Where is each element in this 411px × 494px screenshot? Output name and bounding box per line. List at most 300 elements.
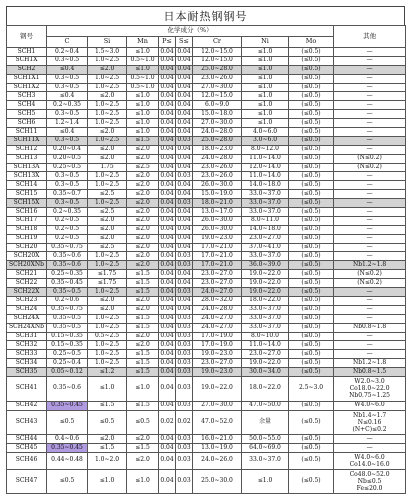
table-row	[7, 48, 406, 57]
cell-c: 0.2~0.35	[47, 208, 88, 217]
table-row	[7, 341, 406, 350]
table-row	[7, 172, 406, 181]
cell-grade: SCH41	[7, 376, 47, 401]
cell-other: —	[334, 199, 406, 208]
cell-mo: (≤0.5)	[289, 305, 334, 314]
cell-s: 0.03	[176, 453, 193, 470]
cell-ni: 4.0~6.0	[242, 128, 289, 137]
cell-other: —	[334, 314, 406, 323]
cell-si: ≤1.0	[88, 469, 127, 494]
cell-s: 0.04	[177, 269, 191, 277]
cell-p: 0.04	[159, 453, 176, 470]
cell-grade: SCH31	[7, 332, 47, 341]
cell-mo: (≤0.5)	[289, 163, 334, 172]
cell-si: 1.0~2.5	[88, 136, 127, 145]
cell-cr: 24.0~28.0	[193, 154, 242, 163]
cell-si: 1.0~2.5	[88, 359, 127, 368]
table-row	[7, 208, 406, 217]
cell-mn: ≤1.5	[127, 288, 159, 297]
cell-grade: SCH1X	[7, 56, 47, 65]
cell-p: 0.04	[160, 358, 174, 366]
header-composition-group: 化学成分（%）	[47, 26, 334, 37]
cell-other-line: N≤0.16	[357, 418, 382, 426]
cell-ni: 37.0~41.0	[242, 243, 289, 252]
cell-c: 0.15~0.35	[47, 341, 88, 350]
cell-si: 1.5~3.0	[88, 48, 127, 57]
cell-cr: 47.0~52.0	[193, 410, 242, 435]
cell-c: 0.2~0.5	[47, 234, 88, 243]
cell-grade: SCH3	[7, 92, 47, 101]
cell-other: Nb1.2~1.8	[334, 359, 406, 368]
table-row	[7, 83, 406, 92]
cell-s: 0.04	[177, 207, 191, 215]
cell-c: 0.2~0.4	[47, 48, 88, 57]
cell-grade: SCH20XNb	[7, 261, 47, 270]
cell-grade: SCH13X	[7, 172, 47, 181]
cell-ni: 11.0~14.0	[242, 341, 289, 350]
cell-s: 0.03	[177, 171, 191, 179]
cell-c: 0.35~0.6	[47, 261, 88, 270]
cell-other: —	[334, 65, 406, 74]
header-si: Si	[88, 37, 127, 48]
cell-mn: ≤1.5	[127, 401, 159, 410]
cell-ni: ≤1.0	[242, 101, 289, 110]
cell-c: 0.35~0.5	[47, 323, 88, 332]
cell-cr: 23.0~26.0	[193, 163, 242, 172]
cell-grade: SCH2	[7, 65, 47, 74]
table-row	[7, 261, 406, 270]
cell-mo: (≤0.5)	[289, 314, 334, 323]
cell-mn: ≤2.0	[127, 341, 159, 350]
cell-c: 0.35~0.6	[47, 252, 88, 261]
cell-mo: (≤0.5)	[289, 234, 334, 243]
cell-mn: ≤1.0	[127, 110, 159, 119]
table-row	[7, 110, 406, 119]
cell-other: —	[334, 83, 406, 92]
cell-mn: ≤0.5	[127, 410, 159, 435]
cell-other: —	[334, 305, 406, 314]
cell-ni: 33.0~37.0	[242, 208, 289, 217]
cell-si: ≤1.5	[88, 444, 127, 453]
cell-ni: 36.0~39.0	[242, 261, 289, 270]
cell-si: ≤2.0	[88, 296, 127, 305]
cell-s: 0.03	[177, 434, 191, 442]
cell-grade: SCH4	[7, 101, 47, 110]
cell-cr: 18.0~21.0	[193, 199, 242, 208]
cell-p: 0.04	[160, 349, 174, 357]
header-ni: Ni	[242, 37, 289, 48]
cell-cr: 25.0~28.0	[193, 136, 242, 145]
cell-si: ≤1.75	[88, 279, 127, 288]
cell-s: 0.03	[177, 443, 191, 451]
cell-mo: (≤0.5)	[289, 341, 334, 350]
cell-c: 0.35~0.5	[47, 288, 88, 297]
cell-ni: 14.0~18.0	[242, 181, 289, 190]
cell-mn: ≤1.5	[127, 136, 159, 145]
cell-p: 0.04	[160, 154, 174, 162]
cell-si: 1.0~2.5	[88, 341, 127, 350]
cell-cr: 17.0~21.0	[193, 261, 242, 270]
header-s: S≤	[176, 37, 193, 48]
cell-c: 1.2~1.4	[47, 119, 88, 128]
cell-other: —	[334, 92, 406, 101]
cell-ni: ≤1.0	[242, 119, 289, 128]
cell-si: ≤2.0	[88, 128, 127, 137]
cell-other: —	[334, 101, 406, 110]
table-row	[7, 154, 406, 163]
cell-other-line: Co14.0~16.0	[349, 460, 390, 468]
cell-c: 0.35~0.75	[47, 243, 88, 252]
cell-other: —	[334, 136, 406, 145]
cell-other: —	[334, 332, 406, 341]
cell-p: 0.04	[160, 251, 174, 259]
cell-mo: (≤0.5)	[289, 65, 334, 74]
cell-grade: SCH1X2	[7, 83, 47, 92]
cell-other-line: Nb1.4~1.7	[352, 411, 387, 419]
cell-p: 0.04	[160, 56, 174, 64]
cell-c: 0.35~0.7	[47, 190, 88, 199]
cell-cr: 17.0~19.0	[193, 332, 242, 341]
cell-mn: ≤1.0	[127, 119, 159, 128]
cell-s: 0.03	[177, 287, 191, 295]
cell-s: 0.04	[177, 56, 191, 64]
cell-mo: (≤0.5)	[289, 92, 334, 101]
cell-p: 0.04	[160, 74, 174, 82]
cell-c: 0.35~0.45	[47, 279, 88, 288]
cell-p: 0.04	[160, 314, 174, 322]
table-row	[7, 288, 406, 297]
cell-s: 0.04	[177, 127, 191, 135]
cell-si: 1.0~2.5	[88, 83, 127, 92]
cell-cr: 26.0~30.0	[193, 181, 242, 190]
cell-grade: SCH12	[7, 145, 47, 154]
cell-ni: 3.0~6.0	[242, 136, 289, 145]
cell-c: 0.35~0.45	[47, 401, 88, 410]
cell-si: ≤1.0	[88, 376, 127, 401]
cell-p: 0.04	[160, 145, 174, 153]
cell-p: 0.04	[160, 243, 174, 251]
cell-si: ≤1.2	[88, 368, 127, 377]
cell-cr: 24.0~27.0	[193, 314, 242, 323]
cell-p: 0.02	[159, 410, 176, 435]
cell-mn: ≤2.0	[127, 234, 159, 243]
cell-c: 0.2~0.5	[47, 225, 88, 234]
table-row	[7, 74, 406, 83]
cell-c: 0.3~0.5	[47, 181, 88, 190]
table-row	[7, 279, 406, 288]
cell-p: 0.04	[160, 260, 174, 268]
cell-other-line: Fe≤20.0	[356, 485, 383, 493]
cell-mn: ≤2.0	[127, 145, 159, 154]
cell-grade: SCH34	[7, 359, 47, 368]
table-row	[7, 376, 406, 401]
cell-cr: 19.0~23.0	[193, 368, 242, 377]
cell-other: —	[334, 208, 406, 217]
cell-other: (N≤0.2)	[334, 163, 406, 172]
cell-mn: ≤2.0	[127, 243, 159, 252]
cell-si: ≤2.0	[88, 65, 127, 74]
cell-mn: ≤1.0	[127, 128, 159, 137]
cell-p: 0.04	[160, 163, 174, 171]
table-row	[7, 323, 406, 332]
cell-s: 0.03	[177, 332, 191, 339]
header-cr: Cr	[193, 37, 242, 48]
cell-mn: ≤2.0	[127, 332, 159, 341]
cell-cr: 19.0~23.0	[193, 350, 242, 359]
table-row	[7, 444, 406, 453]
table-body	[7, 48, 406, 494]
cell-p: 0.04	[160, 91, 174, 99]
cell-ni: 50.0~55.0	[242, 435, 289, 444]
cell-s: 0.03	[177, 358, 191, 366]
cell-grade: SCH42	[7, 401, 47, 410]
header-c: C	[47, 37, 88, 48]
cell-s: 0.03	[176, 376, 193, 401]
table-row	[7, 296, 406, 305]
cell-cr: 19.0~22.0	[193, 376, 242, 401]
cell-mo: (≤0.5)	[289, 172, 334, 181]
cell-ni: 23.0~27.0	[242, 234, 289, 243]
cell-other: (N≤0.2)	[334, 270, 406, 279]
cell-grade: SCH15	[7, 190, 47, 199]
cell-c: 0.05~0.12	[47, 368, 88, 377]
cell-s: 0.04	[177, 154, 191, 162]
cell-s: 0.04	[177, 234, 191, 242]
cell-other: Nb0.8~1.8	[334, 323, 406, 332]
cell-cr: 23.0~27.0	[193, 359, 242, 368]
cell-mo: (≤0.5)	[289, 83, 334, 92]
cell-cr: 27.0~30.0	[193, 401, 242, 410]
cell-ni: ≤1.0	[242, 56, 289, 65]
cell-p: 0.04	[160, 234, 174, 242]
cell-p: 0.04	[160, 100, 174, 108]
cell-c: 0.3~0.5	[47, 74, 88, 83]
cell-grade: SCH20	[7, 243, 47, 252]
cell-mn: ≤1.0	[127, 101, 159, 110]
cell-ni: 19.0~22.0	[242, 288, 289, 297]
cell-mn: 0.5~1.0	[127, 83, 159, 92]
cell-p: 0.04	[160, 118, 174, 126]
cell-other: —	[334, 435, 406, 444]
cell-p: 0.04	[160, 323, 174, 331]
cell-mo: (≤0.5)	[289, 469, 334, 494]
cell-mo: (≤0.5)	[289, 208, 334, 217]
cell-s: 0.04	[177, 118, 191, 126]
cell-mo: (≤0.5)	[289, 101, 334, 110]
cell-other	[334, 410, 406, 435]
cell-si: ≤2.0	[88, 216, 127, 225]
cell-ni: 18.0~22.0	[242, 376, 289, 401]
cell-s: 0.04	[177, 65, 191, 73]
cell-s: 0.03	[177, 340, 191, 348]
cell-c: ≤0.4	[47, 128, 88, 137]
header-mo: Mo	[289, 37, 334, 48]
header-mn: Mn	[127, 37, 159, 48]
cell-s: 0.02	[176, 410, 193, 435]
cell-grade: SCH1	[7, 48, 47, 57]
table-row	[7, 56, 406, 65]
cell-si: 1.75	[88, 163, 127, 172]
cell-cr: 6.0~9.0	[193, 101, 242, 110]
cell-c: 0.25~0.5	[47, 163, 88, 172]
cell-p: 0.04	[160, 47, 174, 55]
table-row	[7, 181, 406, 190]
cell-cr: 17.0~21.0	[193, 252, 242, 261]
cell-grade: SCH23	[7, 296, 47, 305]
cell-s: 0.04	[177, 278, 191, 286]
table-row	[7, 332, 406, 341]
cell-mn: 0.5~1.0	[127, 74, 159, 83]
cell-mn: ≤2.0	[127, 435, 159, 444]
cell-mn: ≤1.0	[127, 92, 159, 101]
cell-s: 0.04	[177, 83, 191, 91]
table-row	[7, 234, 406, 243]
cell-si: 1.0~2.5	[88, 181, 127, 190]
cell-ni: ≤1.0	[242, 65, 289, 74]
cell-s: 0.04	[177, 47, 191, 55]
cell-s: 0.03	[177, 136, 191, 144]
cell-ni: 12.0~14.0	[242, 163, 289, 172]
cell-p: 0.04	[159, 376, 176, 401]
cell-mn: ≤1.0	[127, 469, 159, 494]
cell-si: 1.0~2.5	[88, 101, 127, 110]
cell-ni: 33.0~37.0	[242, 453, 289, 470]
cell-mo: (≤0.5)	[289, 216, 334, 225]
cell-cr: 15.0~19.0	[193, 190, 242, 199]
cell-ni: 18.0~22.0	[242, 296, 289, 305]
cell-c: ≤0.5	[47, 410, 88, 435]
cell-p: 0.04	[160, 225, 174, 233]
cell-s: 0.03	[177, 260, 191, 268]
cell-grade: SCH43	[7, 410, 47, 435]
cell-c: 0.3~0.5	[47, 56, 88, 65]
cell-s: 0.04	[177, 100, 191, 108]
cell-si: ≤2.5	[88, 190, 127, 199]
cell-c: 0.35~0.5	[47, 314, 88, 323]
cell-mn: ≤2.0	[127, 216, 159, 225]
cell-ni: 33.0~37.0	[242, 199, 289, 208]
cell-other	[334, 469, 406, 494]
table-row	[7, 305, 406, 314]
cell-si: 1.0~2.5	[88, 172, 127, 181]
cell-mo: (≤0.5)	[289, 190, 334, 199]
cell-grade: SCH35	[7, 368, 47, 377]
cell-mn: ≤2.0	[127, 208, 159, 217]
cell-cr: 24.0~27.0	[193, 323, 242, 332]
cell-other: (N≤0.2)	[334, 279, 406, 288]
cell-ni: 33.0~37.0	[242, 305, 289, 314]
table-row	[7, 435, 406, 444]
cell-si: ≤2.0	[88, 234, 127, 243]
cell-other: —	[334, 288, 406, 297]
cell-ni: 19.0~22.0	[242, 270, 289, 279]
header-p: P≤	[159, 37, 176, 48]
cell-grade: SCH15X	[7, 199, 47, 208]
cell-si: 1.0~2.5	[88, 314, 127, 323]
cell-p: 0.04	[160, 269, 174, 277]
cell-si: 1.0~2.5	[88, 119, 127, 128]
cell-mn: ≤1.5	[127, 323, 159, 332]
cell-s: 0.03	[176, 469, 193, 494]
cell-grade: SCH13	[7, 154, 47, 163]
cell-p: 0.04	[160, 434, 174, 442]
cell-ni: ≤1.0	[242, 83, 289, 92]
cell-mn: 0.5~1.0	[127, 56, 159, 65]
cell-other: —	[334, 243, 406, 252]
cell-s: 0.03	[177, 198, 191, 206]
cell-mo: (≤0.5)	[289, 323, 334, 332]
table-header	[7, 26, 406, 48]
cell-s: 0.03	[177, 401, 191, 409]
cell-s: 0.03	[177, 251, 191, 259]
cell-cr: 24.0~26.0	[193, 453, 242, 470]
cell-mn: ≤2.0	[127, 181, 159, 190]
cell-c: 0.25~0.35	[47, 270, 88, 279]
cell-other-line: W4.0~6.0	[354, 453, 385, 461]
cell-cr: 17.0~21.0	[193, 243, 242, 252]
steel-grade-sheet	[6, 6, 405, 494]
cell-si: 1.0~2.5	[88, 56, 127, 65]
cell-mo: (≤0.5)	[289, 296, 334, 305]
cell-other-line: Co18.0~22.0	[349, 385, 390, 393]
cell-grade: SCH24XNb	[7, 323, 47, 332]
cell-ni: 8.0~11.0	[242, 216, 289, 225]
table-row	[7, 350, 406, 359]
cell-p: 0.04	[160, 171, 174, 179]
cell-s: 0.04	[177, 163, 191, 171]
cell-ni: 8.0~10.0	[242, 332, 289, 341]
cell-p: 0.04	[160, 216, 174, 224]
table-row	[7, 92, 406, 101]
cell-other: —	[334, 444, 406, 453]
table-row	[7, 270, 406, 279]
table-row	[7, 163, 406, 172]
cell-c: ≤0.4	[47, 92, 88, 101]
cell-s: 0.04	[177, 243, 191, 251]
cell-si: ≤2.0	[88, 435, 127, 444]
cell-c: 0.3~0.5	[47, 172, 88, 181]
cell-s: 0.04	[177, 305, 191, 313]
cell-cr: 23.0~26.0	[193, 172, 242, 181]
cell-mo: (≤0.5)	[289, 270, 334, 279]
cell-mo: (≤0.5)	[289, 145, 334, 154]
cell-cr: 24.0~27.0	[193, 288, 242, 297]
cell-mn: ≤1.0	[127, 48, 159, 57]
cell-grade: SCH11	[7, 128, 47, 137]
cell-cr: 19.0~23.0	[193, 234, 242, 243]
cell-other: Nb1.2~1.8	[334, 261, 406, 270]
table-row	[7, 199, 406, 208]
cell-si: 1.0~2.5	[88, 110, 127, 119]
cell-c: 0.2~0.35	[47, 101, 88, 110]
cell-si: 1.0~2.5	[88, 74, 127, 83]
cell-mo: (≤0.5)	[289, 181, 334, 190]
cell-mo: (≤0.5)	[289, 119, 334, 128]
cell-mo: (≤0.5)	[289, 332, 334, 341]
table-row	[7, 65, 406, 74]
cell-p: 0.04	[160, 278, 174, 286]
cell-mn: ≤1.0	[127, 65, 159, 74]
cell-cr: 24.0~28.0	[193, 128, 242, 137]
cell-mn: ≤2.0	[127, 252, 159, 261]
cell-other	[334, 453, 406, 470]
cell-c: 0.25~0.5	[47, 350, 88, 359]
cell-p: 0.04	[160, 207, 174, 215]
cell-p: 0.04	[160, 401, 174, 409]
cell-mn: ≤1.5	[127, 359, 159, 368]
cell-si: ≤2.0	[88, 92, 127, 101]
table-row	[7, 145, 406, 154]
